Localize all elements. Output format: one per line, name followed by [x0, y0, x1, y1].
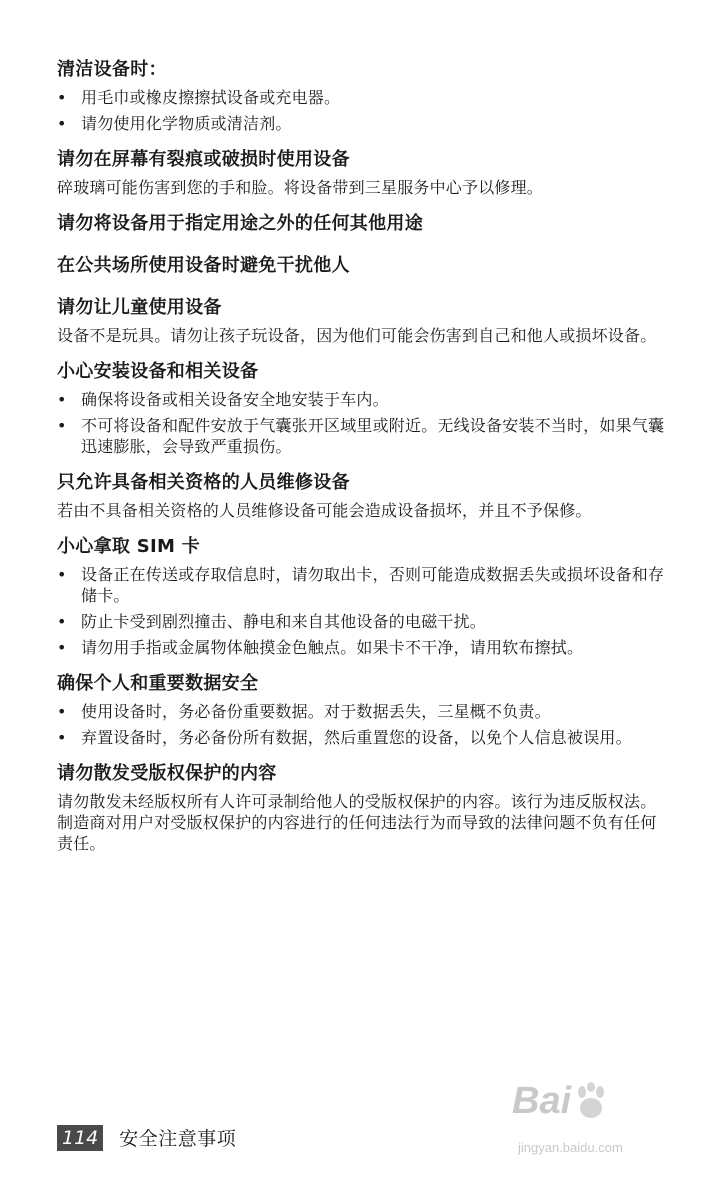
- section-text: 请勿散发未经版权所有人许可录制给他人的受版权保护的内容。该行为违反版权法。制造商对用户对受版权保护的内容进行的任何违法行为而导致的法律问题不负有任何责任。: [57, 792, 657, 853]
- list-item-text: 请勿用手指或金属物体触摸金色触点。如果卡不干净，请用软布擦拭。: [81, 638, 584, 657]
- bullet-dot: •: [57, 612, 67, 631]
- list-item-text: 请勿使用化学物质或清洁剂。: [81, 114, 292, 133]
- section-heading: 小心安装设备和相关设备: [57, 361, 259, 382]
- section-heading: 在公共场所使用设备时避免干扰他人: [57, 255, 350, 276]
- bullet-dot: •: [57, 114, 67, 133]
- list-item: [57, 564, 667, 606]
- list-item-text: 使用设备时，务必备份重要数据。对于数据丢失，三星概不负责。: [81, 702, 551, 721]
- page-content: [57, 58, 667, 868]
- section-children: [57, 296, 667, 346]
- bullet-dot: •: [57, 728, 67, 747]
- list-item-text: 确保将设备或相关设备安全地安装于车内。: [81, 390, 389, 409]
- section-heading: 只允许具备相关资格的人员维修设备: [57, 472, 350, 493]
- bullet-list: [57, 87, 667, 134]
- list-item-text: 用毛巾或橡皮擦擦拭设备或充电器。: [81, 88, 341, 107]
- list-item-text: 设备正在传送或存取信息时，请勿取出卡，否则可能造成数据丢失或损坏设备和存储卡。: [81, 565, 665, 605]
- list-item: [57, 727, 667, 748]
- page-footer: [57, 1124, 236, 1151]
- baidu-paw-icon: [574, 1082, 608, 1122]
- section-sim-card: [57, 535, 667, 658]
- bullet-dot: •: [57, 416, 67, 435]
- list-item-text: 防止卡受到剧烈撞击、静电和来自其他设备的电磁干扰。: [81, 612, 487, 631]
- section-heading: 请勿在屏幕有裂痕或破损时使用设备: [57, 149, 350, 170]
- bullet-dot: •: [57, 390, 67, 409]
- section-heading: 请勿将设备用于指定用途之外的任何其他用途: [57, 213, 423, 234]
- section-heading: 清洁设备时：: [57, 59, 167, 80]
- section-installation: [57, 360, 667, 457]
- list-item: [57, 415, 667, 457]
- bullet-dot: •: [57, 702, 67, 721]
- section-text: 设备不是玩具。请勿让孩子玩设备，因为他们可能会伤害到自己和他人或损坏设备。: [57, 326, 657, 345]
- section-heading: 小心拿取 SIM 卡: [57, 536, 201, 557]
- footer-title: 安全注意事项: [119, 1128, 237, 1150]
- list-item: [57, 113, 667, 134]
- watermark-url: jingyan.baidu.com: [518, 1140, 623, 1155]
- list-item: [57, 637, 667, 658]
- section-copyright: [57, 762, 667, 854]
- bullet-list: [57, 389, 667, 457]
- list-item-text: 不可将设备和配件安放于气囊张开区域里或附近。无线设备安装不当时，如果气囊迅速膨胀，会导致严重损伤。: [81, 416, 665, 456]
- baidu-watermark: [512, 1080, 682, 1160]
- bullet-list: [57, 564, 667, 658]
- section-cleaning: [57, 58, 667, 134]
- section-data-security: [57, 672, 667, 748]
- watermark-logo-text: Bai: [512, 1080, 572, 1122]
- section-public-places: [57, 254, 667, 278]
- list-item: [57, 389, 667, 410]
- section-heading: 请勿让儿童使用设备: [57, 297, 222, 318]
- page-number: 114: [57, 1125, 103, 1151]
- bullet-dot: •: [57, 565, 67, 584]
- section-text: 若由不具备相关资格的人员维修设备可能会造成设备损坏，并且不予保修。: [57, 501, 592, 520]
- bullet-dot: •: [57, 88, 67, 107]
- section-cracked-screen: [57, 148, 667, 198]
- bullet-list: [57, 701, 667, 748]
- section-qualified-repair: [57, 471, 667, 521]
- bullet-dot: •: [57, 638, 67, 657]
- list-item: [57, 611, 667, 632]
- list-item: [57, 87, 667, 108]
- list-item-text: 弃置设备时，务必备份所有数据，然后重置您的设备，以免个人信息被误用。: [81, 728, 632, 747]
- section-intended-use: [57, 212, 667, 236]
- section-heading: 确保个人和重要数据安全: [57, 673, 259, 694]
- section-heading: 请勿散发受版权保护的内容: [57, 763, 277, 784]
- section-text: 碎玻璃可能伤害到您的手和脸。将设备带到三星服务中心予以修理。: [57, 178, 544, 197]
- list-item: [57, 701, 667, 722]
